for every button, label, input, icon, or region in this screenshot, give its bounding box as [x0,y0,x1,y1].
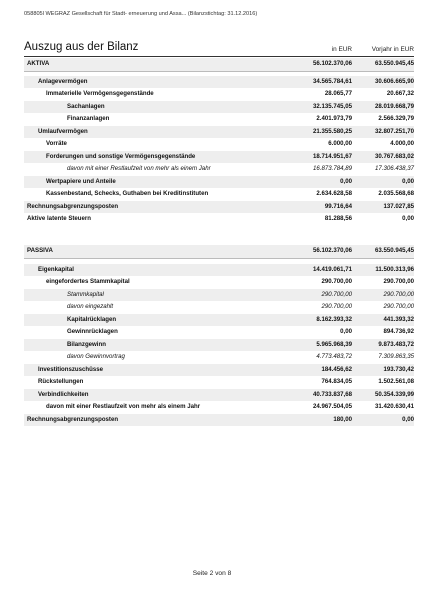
row-value-current: 764.834,05 [321,378,352,385]
row-label: Stammkapital [67,290,104,298]
row-value-previous: 11.500.313,96 [375,265,414,273]
row-value-previous: 30.606.665,90 [375,77,414,85]
table-row [24,176,414,189]
row-value-current: 16.873.784,89 [313,165,352,172]
table-row [24,245,414,259]
table-row [24,326,414,339]
table-row [24,201,414,214]
table-row [24,88,414,101]
row-value-current: 184.456,62 [321,365,352,373]
row-label: Rückstellungen [38,378,84,385]
table-row [24,351,414,364]
row-value-current: 99.716,64 [324,202,352,210]
row-value-previous: 290.700,00 [383,290,414,298]
table-row [24,213,414,226]
row-label: PASSIVA [27,247,53,254]
row-label: davon eingezahlt [67,303,114,310]
table-row [24,389,414,402]
row-label: Investitionszuschüsse [38,365,104,373]
row-value-current: 0,00 [340,328,352,335]
page-number: Seite 2 von 8 [192,570,232,577]
title-row [24,38,414,57]
row-value-current: 40.733.837,68 [313,390,352,398]
table-row [24,138,414,151]
row-label: Sachanlagen [67,102,105,110]
table-row [24,364,414,377]
row-value-current: 4.773.483,72 [316,353,352,360]
table-row [24,58,414,72]
row-value-current: 290.700,00 [321,290,352,298]
row-value-previous: 0,00 [402,215,414,222]
row-label: Bilanzgewinn [67,340,106,348]
table-row [24,376,414,389]
row-label: davon mit einer Restlaufzeit von mehr als einem Jahr [46,403,201,410]
row-label: davon mit einer Restlaufzeit von mehr als einem Jahr [67,165,211,172]
row-label: Rechnungsabgrenzungsposten [27,202,119,210]
row-value-previous: 0,00 [402,177,414,185]
row-label: davon Gewinnvortrag [67,353,125,360]
table-row [24,276,414,289]
row-value-previous: 50.354.339,99 [375,390,414,398]
row-label: eingefordertes Stammkapital [46,278,130,285]
row-label: Rechnungsabgrenzungsposten [27,415,119,423]
row-value-current: 5.965.968,39 [316,340,352,348]
row-value-current: 18.714.951,67 [313,152,352,160]
row-value-current: 32.135.745,05 [313,102,352,110]
row-value-previous: 28.019.668,79 [375,102,414,110]
row-value-previous: 290.700,00 [383,303,414,310]
table-row [24,151,414,164]
row-value-previous: 31.420.630,41 [375,403,414,410]
table-row [24,339,414,352]
table-row [24,188,414,201]
row-value-previous: 2.035.568,68 [378,190,414,197]
row-value-previous: 2.566.329,79 [378,115,414,122]
row-value-current: 28.065,77 [324,90,352,97]
table-row [24,163,414,176]
table-row [24,314,414,327]
table-row [24,76,414,89]
row-value-previous: 9.873.483,72 [378,340,414,348]
row-value-previous: 0,00 [402,415,414,423]
row-value-current: 2.401.973,79 [316,115,352,122]
row-label: AKTIVA [27,60,50,67]
row-label: Anlagevermögen [38,77,88,85]
row-value-previous: 290.700,00 [383,278,414,285]
column-header-current: in EUR [331,46,352,53]
table-row [24,289,414,302]
row-value-current: 81.288,56 [324,215,352,222]
row-label: Finanzanlagen [67,115,110,122]
row-value-current: 290.700,00 [321,278,352,285]
row-value-current: 8.162.393,32 [316,315,352,323]
row-value-previous: 20.667,32 [386,90,414,97]
row-value-current: 56.102.370,06 [313,247,352,254]
row-value-previous: 193.730,42 [383,365,414,373]
table-row [24,301,414,314]
row-label: Aktive latente Steuern [27,215,92,222]
aktiva-table [24,58,414,226]
row-label: Vorräte [46,140,67,147]
row-value-current: 34.565.784,61 [313,77,352,85]
row-label: Wertpapiere und Anteile [46,177,116,185]
row-value-current: 6.000,00 [328,140,352,147]
row-value-current: 0,00 [340,177,352,185]
row-value-previous: 4.000,00 [390,140,414,147]
column-header-previous: Vorjahr in EUR [371,46,414,53]
row-label: Immaterielle Vermögensgegenstände [46,90,154,97]
table-row [24,401,414,414]
row-value-current: 2.634.628,58 [316,190,352,197]
row-value-current: 21.355.580,25 [313,127,352,135]
row-value-current: 24.967.504,05 [313,403,352,410]
row-label: Umlaufvermögen [38,127,88,135]
row-value-previous: 137.027,85 [383,202,414,210]
table-row [24,414,414,427]
table-row [24,101,414,114]
table-row [24,264,414,277]
passiva-table [24,245,414,426]
row-label: Kassenbestand, Schecks, Guthaben bei Kreditinstituten [46,190,209,197]
row-value-current: 14.419.061,71 [313,265,352,273]
row-value-previous: 441.393,32 [383,315,414,323]
row-label: Eigenkapital [38,265,74,273]
row-value-previous: 63.550.945,45 [375,60,414,67]
row-value-previous: 7.309.863,35 [378,353,414,360]
row-label: Verbindlichkeiten [38,390,89,398]
row-value-previous: 32.807.251,70 [375,127,414,135]
row-value-current: 290.700,00 [321,303,352,310]
table-row [24,113,414,126]
document-header: 058805l WEGRAZ Gesellschaft für Stadt- erneuerung und Assa... (Bilanzstichtag: 31.12.2016) [24,11,258,17]
row-value-previous: 894.736,92 [383,328,414,335]
table-row [24,126,414,139]
row-value-previous: 1.502.561,08 [378,378,414,385]
row-label: Forderungen und sonstige Vermögensgegenstände [46,152,196,160]
row-value-current: 180,00 [333,415,352,423]
page-title: Auszug aus der Bilanz [24,41,139,53]
row-value-previous: 17.306.438,37 [375,165,414,172]
row-value-current: 56.102.370,06 [313,60,352,67]
row-label: Kapitalrücklagen [67,315,117,323]
row-value-previous: 30.767.683,02 [375,152,414,160]
row-value-previous: 63.550.945,45 [375,247,414,254]
row-label: Gewinnrücklagen [67,328,118,335]
